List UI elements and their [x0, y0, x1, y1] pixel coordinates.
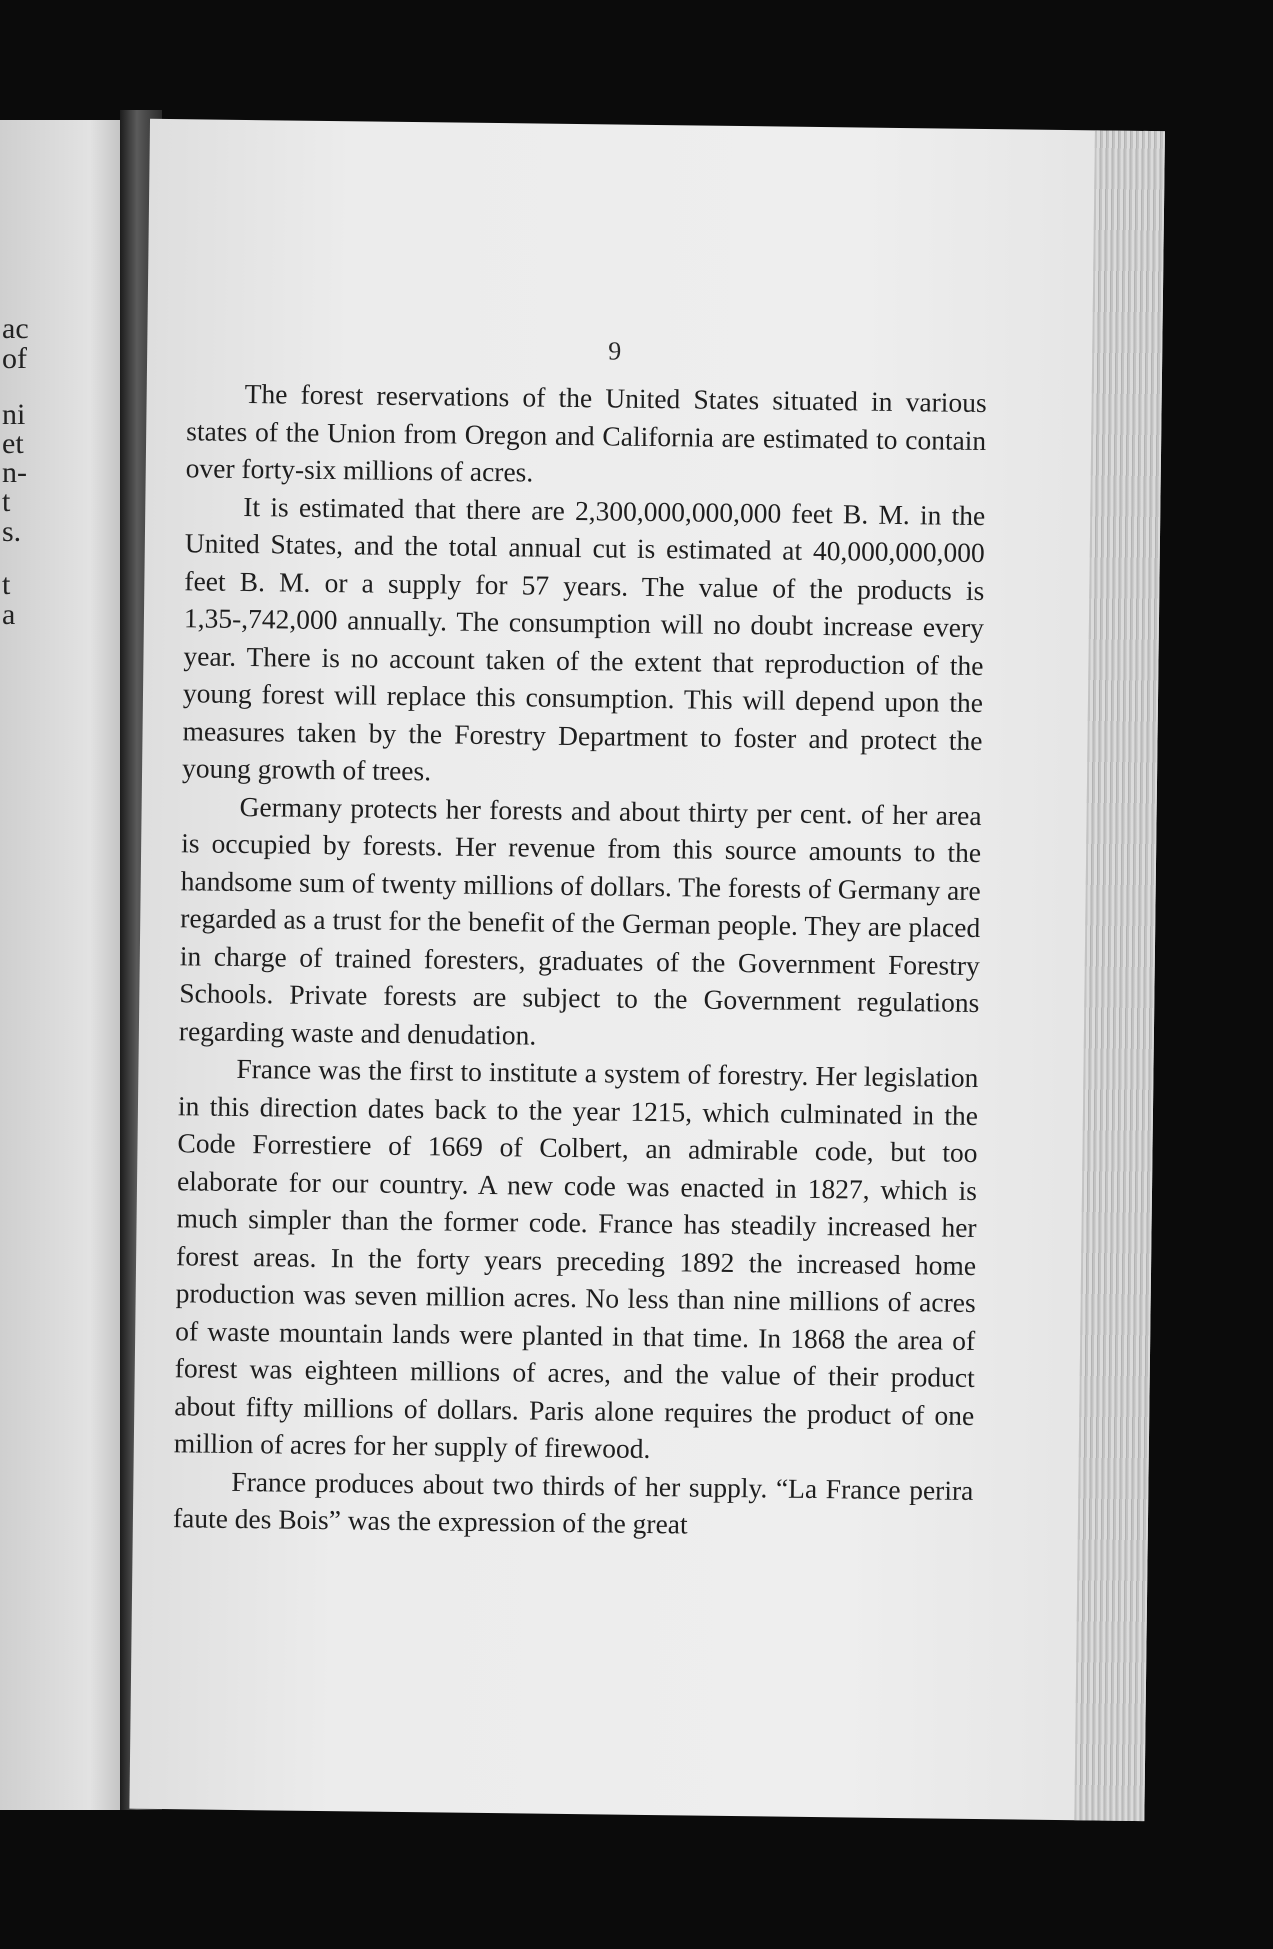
facing-page-fragment: n-	[2, 456, 27, 489]
facing-page-fragment: a	[2, 598, 16, 631]
page-number: 9	[608, 336, 622, 366]
paragraph: Germany protects her forests and about thirty per cent. of her area is occupied by forests. Her revenue from this source amounts to the handsome sum of twenty millions of dollars. The forests of Germany are regarded as a trust for the benefit of the German people. They are placed in charge of trained foresters, graduates of the Government Forestry Schools. Private forests are subject to the Government regulations regarding waste and denudation.	[178, 790, 982, 1051]
paragraph: It is estimated that there are 2,300,000,000,000 feet B. M. in the United States, and the total annual cut is estimated at 40,000,000,000 feet B. M. or a supply for 57 years. The value of the products is 1,35-,742,000 annually. The consumption will no doubt increase every year. There is no account taken of the extent that reproduction of the young forest will replace this consumption. This will depend upon the measures taken by the Forestry Department to foster and protect the young growth of trees.	[181, 490, 986, 787]
paragraph: France was the first to institute a system of forestry. Her legislation in this direction dates back to the year 1215, which culminated in the Code Forrestiere of 1669 of Colbert, an admirable code, but too elaborate for our country. A new code was enacted in 1827, which is much simpler than the former code. France has steadily increased her forest areas. In the forty years preceding 1892 the increased home production was seven million acres. No less than nine millions of acres of waste mountain lands were planted in that time. In 1868 the area of forest was eighteen millions of acres, and the value of their product about fifty millions of dollars. Paris alone requires the product of one million of acres for her supply of firewood.	[173, 1052, 979, 1465]
facing-page-fragment: t	[2, 485, 11, 518]
book-page	[129, 119, 1165, 1821]
body-text	[173, 374, 987, 1546]
paragraph: France produces about two thirds of her supply. “La France perira faute des Bois” was the expression of the great	[172, 1465, 974, 1540]
facing-page-fragment: t	[2, 568, 11, 601]
paragraph: The forest reservations of the United States situated in various states of the Union from Oregon and California are estimated to contain over forty-six millions of acres.	[185, 377, 987, 488]
facing-page-fragment: of	[2, 342, 27, 375]
facing-page-fragment: ni	[2, 398, 26, 431]
facing-page-fragment: s.	[2, 515, 22, 548]
facing-page-fragment: et	[2, 427, 24, 460]
facing-page-fragment: ac	[2, 312, 29, 345]
page-edge-stack	[1074, 130, 1165, 1821]
